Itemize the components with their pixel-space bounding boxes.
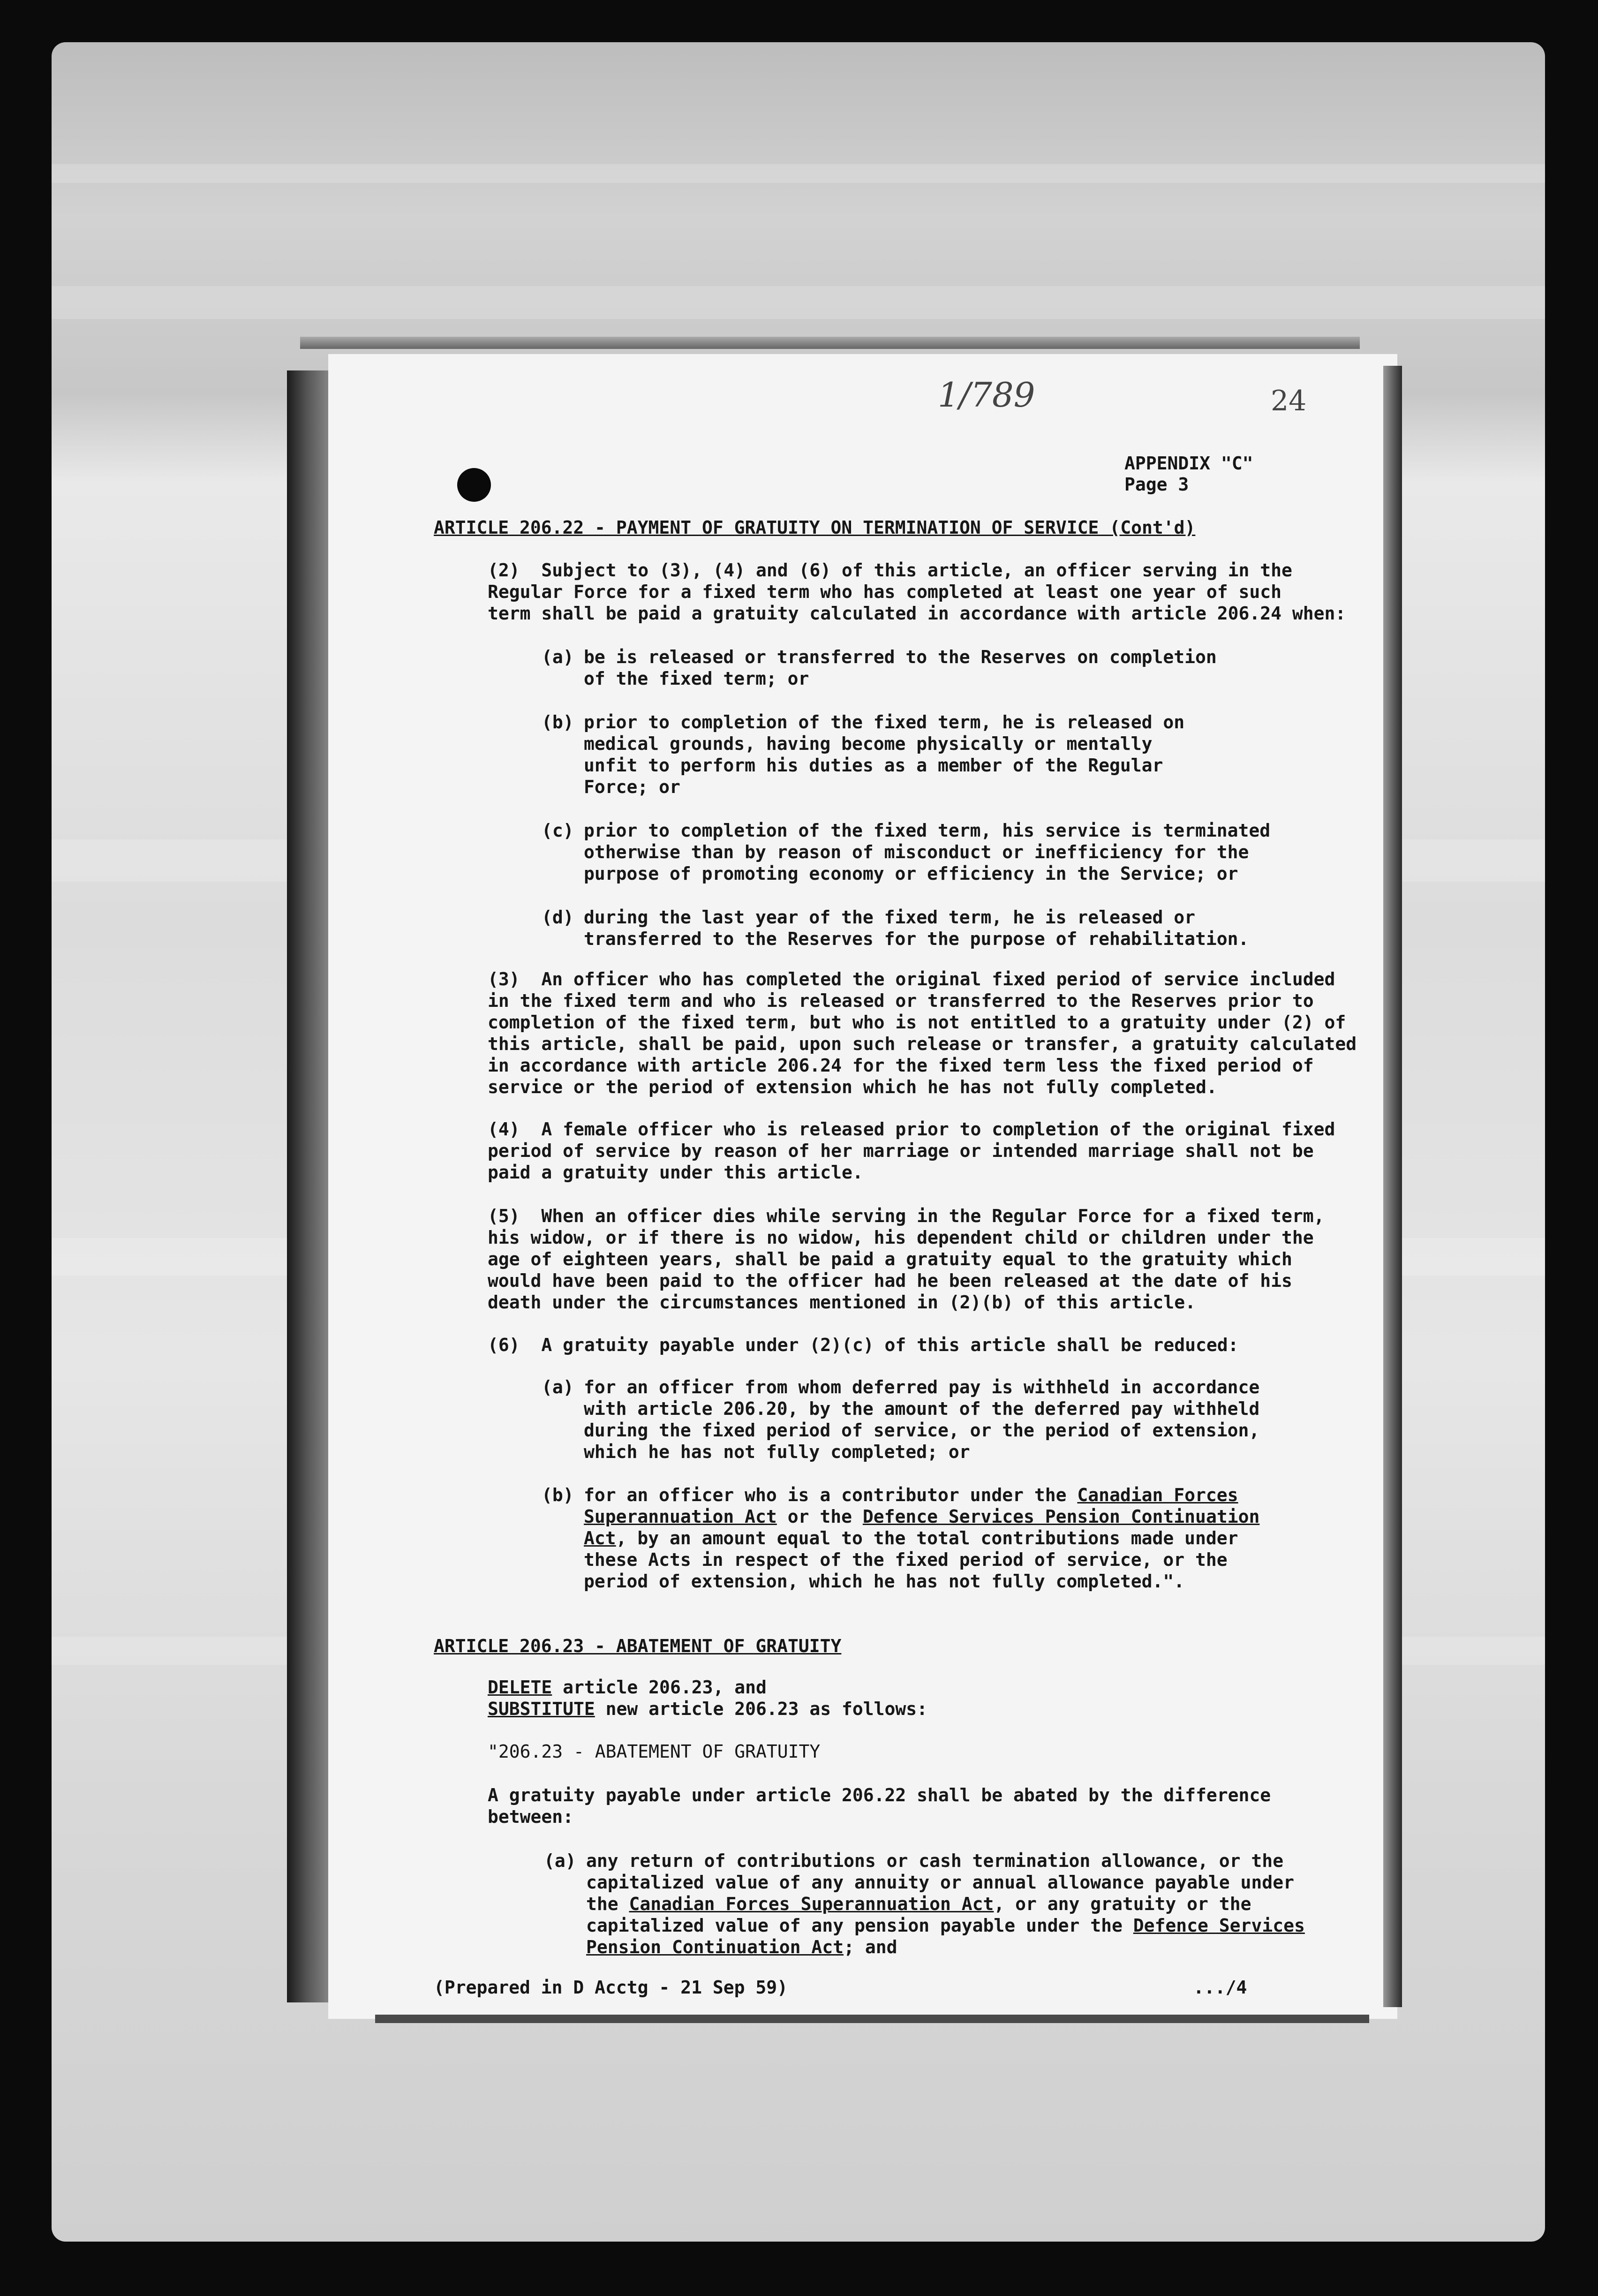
item-a-label: (a) bbox=[542, 647, 574, 667]
scan-streak bbox=[52, 164, 1545, 183]
paragraph-3: (3) An officer who has completed the original fixed period of service included in the fixed term and who is released or transferred to the Reserves prior to completion of the fixed term, but who is not entitled to a gratuity under (2) of this article, shall be paid, upon such release or transfer, a gratuity calculated in accordance with article 206.24 for the fixed term less the fixed period of service or the period of extension which he has not fully completed. bbox=[488, 969, 1357, 1097]
para6-item-a-label: (a) bbox=[542, 1377, 574, 1397]
page-top-shadow bbox=[300, 337, 1360, 349]
act-title: Pension Continuation Act bbox=[586, 1937, 844, 1957]
act-title: Act bbox=[584, 1528, 616, 1548]
new-article-heading: "206.23 - ABATEMENT OF GRATUITY bbox=[488, 1741, 821, 1762]
abatement-intro: A gratuity payable under article 206.22 shall be abated by the difference between: bbox=[488, 1785, 1271, 1827]
act-title: Canadian Forces bbox=[1077, 1485, 1238, 1505]
delete-substitute-instruction: DELETE article 206.23, and SUBSTITUTE new article 206.23 as follows: bbox=[488, 1677, 927, 1719]
item-b-label: (b) bbox=[542, 712, 574, 733]
item-d-label: (d) bbox=[542, 907, 574, 928]
act-title: Defence Services bbox=[1133, 1915, 1305, 1936]
para6-item-b-label: (b) bbox=[542, 1485, 574, 1505]
paragraph-6: (6) A gratuity payable under (2)(c) of this article shall be reduced: bbox=[488, 1335, 1239, 1355]
item-c-text: prior to completion of the fixed term, his service is terminated otherwise than by reason of misconduct or inefficiency for the purpose of promoting economy or efficiency in the Service; or bbox=[584, 820, 1271, 884]
para6-item-a-text: for an officer from whom deferred pay is withheld in accordance with article 206.20, by the amount of the deferred pay withheld during the fixed period of service, or the period of extension, which he has not fully completed; or bbox=[584, 1377, 1260, 1462]
page-right-shadow bbox=[1383, 366, 1402, 2007]
act-title: Canadian Forces Superannuation Act bbox=[629, 1894, 994, 1914]
prepared-note: (Prepared in D Acctg - 21 Sep 59) bbox=[434, 1977, 788, 1998]
act-title: Defence Services Pension Continuation bbox=[862, 1506, 1260, 1527]
paragraph-2: (2) Subject to (3), (4) and (6) of this article, an officer serving in the Regular Force for a fixed term who has completed at least one year of such term shall be paid a gratuity calculated in accordance with article 206.24 when: bbox=[488, 560, 1346, 624]
article-206-23-heading: ARTICLE 206.23 - ABATEMENT OF GRATUITY bbox=[434, 1636, 842, 1656]
paragraph-5: (5) When an officer dies while serving in the Regular Force for a fixed term, his widow, or if there is no widow, his dependent child or children under the age of eighteen years, shall be paid a gratuity equal to the gratuity which would have been paid to the officer had he been released at the date of his death under the circumstances mentioned in (2)(b) of this article. bbox=[488, 1206, 1325, 1313]
page-label: Page 3 bbox=[1124, 474, 1189, 495]
item-b-text: prior to completion of the fixed term, he is released on medical grounds, having become physically or mentally unfit to perform his duties as a member of the Regular Force; or bbox=[584, 712, 1185, 797]
para6-item-b-text: for an officer who is a contributor under the Canadian Forces Superannuation Act or the Defence Services Pension Continuation Act, by an amount equal to the total contributions made under these Acts in respect of the fixed period of service, or the period of extension, which he has not fully completed.". bbox=[584, 1485, 1260, 1592]
page-stamp-number: 24 bbox=[1271, 385, 1307, 417]
appendix-label: APPENDIX "C" bbox=[1124, 453, 1253, 474]
page-left-shadow bbox=[287, 370, 332, 2002]
continued-marker: .../4 bbox=[1193, 1977, 1247, 1998]
abatement-item-a-label: (a) bbox=[544, 1850, 576, 1871]
abatement-item-a-text: any return of contributions or cash termination allowance, or the capitalized value of any annuity or annual allowance payable under the Canadian Forces Superannuation Act, or any gratuity or the capitalized value of any pension payable under the Defence Services Pension Continuation Act; and bbox=[586, 1850, 1305, 1957]
page-bottom-shadow bbox=[375, 2015, 1369, 2023]
paragraph-4: (4) A female officer who is released prior to completion of the original fixed period of service by reason of her marriage or intended marriage shall not be paid a gratuity under this article. bbox=[488, 1119, 1335, 1183]
item-d-text: during the last year of the fixed term, he is released or transferred to the Reserves for the purpose of rehabilitation. bbox=[584, 907, 1249, 949]
handwritten-reference: 1/789 bbox=[938, 375, 1035, 415]
item-a-text: be is released or transferred to the Reserves on completion of the fixed term; or bbox=[584, 647, 1217, 689]
act-title: Superannuation Act bbox=[584, 1506, 777, 1527]
punch-hole-mark bbox=[457, 468, 491, 502]
scan-streak bbox=[52, 286, 1545, 319]
item-c-label: (c) bbox=[542, 820, 574, 841]
article-206-22-heading: ARTICLE 206.22 - PAYMENT OF GRATUITY ON TERMINATION OF SERVICE (Cont'd) bbox=[434, 517, 1196, 538]
